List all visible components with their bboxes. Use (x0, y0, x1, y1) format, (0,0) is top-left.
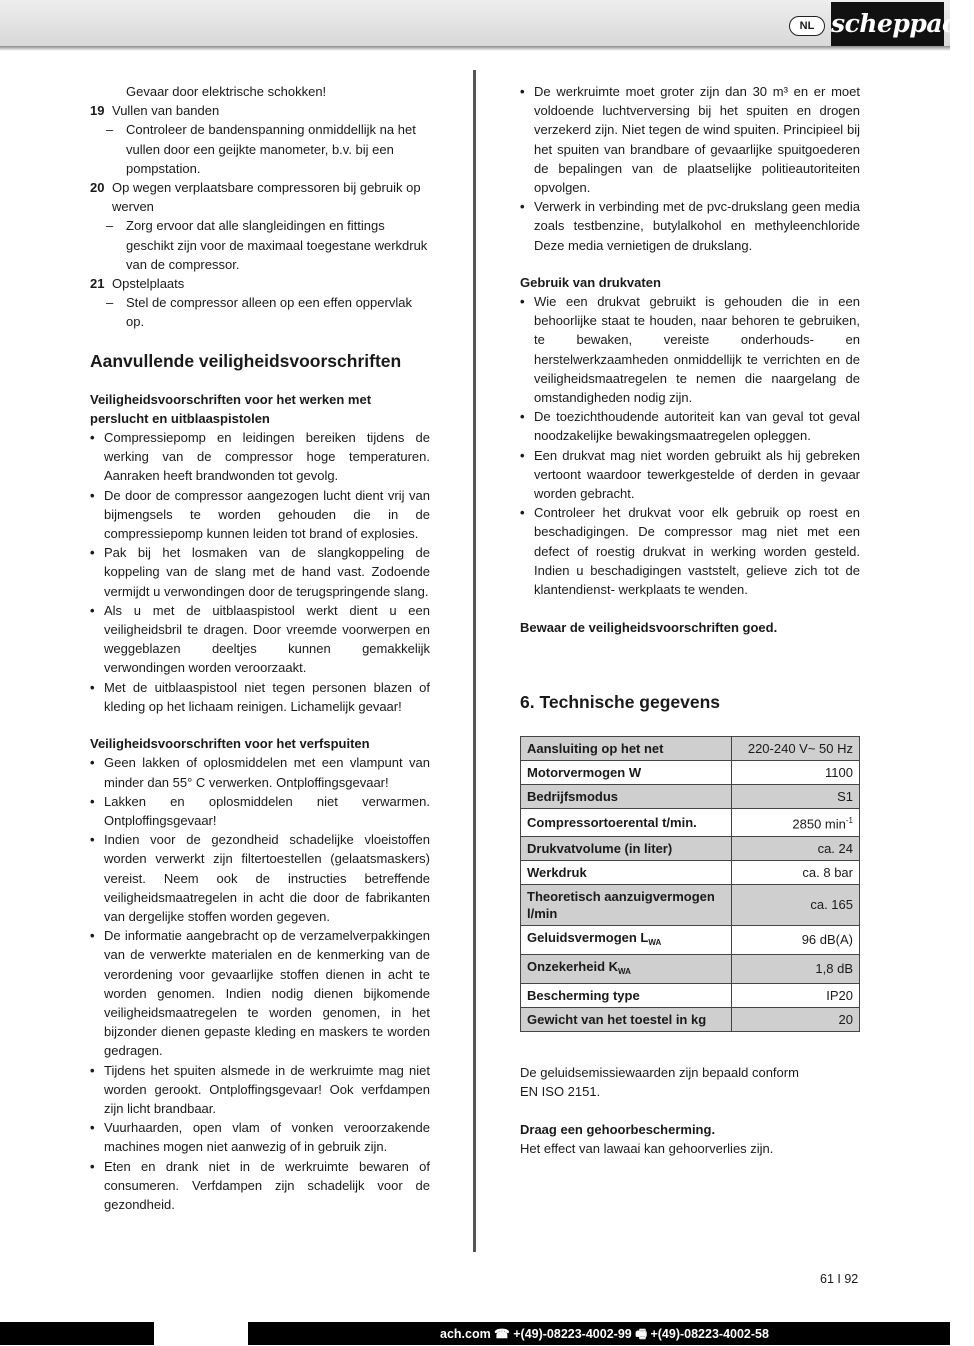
bullet-text: Controleer het drukvat voor elk gebruik op roest en beschadigingen. De compressor mag niet met een defect of roestig drukvat in werking worden gesteld. Indien u beschadigingen vaststelt, gelieve zich tot de klantendienst- werkplaats te wenden. (534, 505, 860, 598)
bullet-marker: • (90, 545, 95, 561)
bullet-text: Compressiepomp en leidingen bereiken tijdens de werking van de compressor hoge temperaturen. Aanraken heeft brandwonden tot gevolg. (104, 430, 430, 484)
bullet-item (90, 792, 430, 830)
page-header (0, 0, 974, 50)
dash-item (90, 216, 430, 274)
bullet-item (90, 926, 430, 1060)
left-column (90, 82, 430, 1214)
bullet-item (90, 1118, 430, 1156)
dash-item (90, 120, 430, 178)
bullet-item (520, 407, 860, 445)
spec-key: Werkdruk (521, 860, 732, 884)
bullet-item (90, 1157, 430, 1215)
noise-note-line-2: EN ISO 2151. (520, 1084, 601, 1100)
noise-note-line-1: De geluidsemissiewaarden zijn bepaald conform (520, 1064, 799, 1080)
bullet-marker: • (90, 487, 95, 503)
table-row (521, 860, 860, 884)
bullet-text: Tijdens het spuiten alsmede in de werkruimte mag niet worden gerookt. Ontploffingsgevaar! Ook verfdampen zijn licht brandbaar. (104, 1062, 430, 1116)
spec-key-text: Geluidsvermogen L (527, 929, 649, 945)
dash-text: Zorg ervoor dat alle slangleidingen en fittings geschikt zijn voor de maximaal toegestane werkdruk van de compressor. (126, 218, 428, 272)
spec-key: Motorvermogen W (521, 761, 732, 785)
bullet-marker: • (90, 602, 95, 618)
spec-value: 1,8 dB (732, 954, 860, 983)
spec-value: IP20 (732, 983, 860, 1007)
bullet-marker: • (90, 928, 95, 944)
bullet-item (90, 601, 430, 678)
bullet-item (90, 830, 430, 926)
bullet-marker: • (520, 199, 525, 215)
language-badge: NL (789, 16, 825, 36)
bullet-marker: • (520, 409, 525, 425)
table-row (521, 785, 860, 809)
tech-data-title: 6. Technische gegevens (520, 692, 721, 713)
bullet-item (90, 486, 430, 544)
spec-key (521, 925, 732, 954)
bullet-text: Eten en drank niet in de werkruimte bewaren of consumeren. Verfdampen zijn schadelijk voor de gezondheid. (104, 1158, 430, 1212)
column-divider (473, 70, 476, 1252)
bullet-text: Vuurhaarden, open vlam of vonken veroorzakende machines mogen niet aanwezig of in gebruik zijn. (104, 1120, 430, 1155)
numbered-item-20 (90, 178, 430, 216)
spec-key: Bedrijfsmodus (521, 785, 732, 809)
spec-key: Compressortoerental t/min. (521, 809, 732, 836)
bullet-item (520, 503, 860, 599)
table-row (521, 836, 860, 860)
bullet-text: Verwerk in verbinding met de pvc-drukslang geen media zoals testbenzine, butylalkohol en methyleenchloride Deze media vernietigen de drukslang. (534, 199, 860, 253)
table-row (521, 1007, 860, 1031)
bullet-text: Een drukvat mag niet worden gebruikt als hij gebreken vertoont waardoor tewerkgestelde of derden in gevaar worden gebracht. (534, 447, 860, 502)
subsection-title-pressure-vessels: Gebruik van drukvaten (520, 274, 661, 290)
spec-value: ca. 24 (732, 836, 860, 860)
table-row (521, 737, 860, 761)
dash-text: Controleer de bandenspanning onmiddellijk na het vullen door een geijkte manometer, b.v. bij een pompstation. (126, 122, 416, 176)
hearing-protection-text: Het effect van lawaai kan gehoorverlies zijn. (520, 1141, 774, 1157)
bullet-marker: • (90, 1062, 95, 1078)
bullet-item (90, 543, 430, 601)
bullet-item (520, 292, 860, 407)
bullet-text: Lakken en oplosmiddelen niet verwarmen. Ontploffingsgevaar! (104, 793, 430, 828)
table-row (521, 954, 860, 983)
bullet-marker: • (520, 84, 525, 99)
bullet-text: De informatie aangebracht op de verzamelverpakkingen van de verwerkte materialen en de kenmerking van de verordening voor gevaarlijke stoffen dienen in acht te worden genomen. Indien nodig dienen bijkomende veiligheidsmaatregelen te worden genomen, in het bijzonder dienen gepaste kleding en maskers te worden gedragen. (104, 928, 430, 1059)
bullet-marker: • (90, 832, 95, 848)
bullet-marker: • (520, 505, 525, 521)
spec-value: ca. 165 (732, 884, 860, 925)
section-title: Aanvullende veiligheidsvoorschriften (90, 350, 402, 371)
bullet-item (520, 197, 860, 255)
bullet-marker: • (520, 294, 525, 310)
intro-line: Gevaar door elektrische schokken! (126, 84, 327, 99)
item-number: 21 (90, 276, 105, 292)
dash-item (90, 293, 430, 331)
dash-marker: – (106, 122, 114, 138)
bullet-text: Indien voor de gezondheid schadelijke vloeistoffen worden verwerkt zijn filtertoestellen (gelaatsmaskers) vereist. Neem ook de instructies betreffende veiligheidsmaatregelen in acht die door de fabrikanten van dergelijke stoffen worden gegeven. (104, 832, 430, 924)
bullet-item (90, 678, 430, 716)
item-title: Vullen van banden (112, 103, 220, 119)
spec-value-text: 2850 min (792, 816, 846, 832)
spec-key: Aansluiting op het net (521, 737, 732, 761)
table-row (521, 983, 860, 1007)
bullet-item (90, 753, 430, 791)
spec-value: 96 dB(A) (732, 925, 860, 954)
keep-instructions-note: Bewaar de veiligheidsvoorschriften goed. (520, 620, 778, 636)
table-row (521, 761, 860, 785)
bullet-text: Met de uitblaaspistool niet tegen personen blazen of kleding op het lichaam reinigen. Lichamelijk gevaar! (104, 679, 430, 714)
spec-value: ca. 8 bar (732, 860, 860, 884)
hearing-protection-title: Draag een gehoorbescherming. (520, 1122, 716, 1138)
right-column (520, 82, 860, 1159)
spec-value: 1100 (732, 761, 860, 785)
spec-table (520, 736, 860, 1031)
dash-text: Stel de compressor alleen op een effen oppervlak op. (126, 295, 412, 330)
spec-key: Theoretisch aanzuigvermogen l/min (521, 884, 732, 925)
spec-key-sub: WA (648, 937, 662, 947)
item-number: 19 (90, 103, 105, 119)
spec-value: 220-240 V~ 50 Hz (732, 737, 860, 761)
page-footer (0, 1322, 950, 1345)
bullet-marker: • (90, 679, 95, 695)
item-title: Op wegen verplaatsbare compressoren bij gebruik op werven (112, 180, 421, 215)
spec-key: Gewicht van het toestel in kg (521, 1007, 732, 1031)
spec-key-sub: WA (618, 966, 631, 976)
table-row (521, 884, 860, 925)
spec-key (521, 954, 732, 983)
bullet-text: Pak bij het losmaken van de slangkoppeling de koppeling van de slang met de hand vast. Zodoende vermijdt u verwondingen door de terugspringende slang. (104, 545, 430, 599)
bullet-marker: • (90, 430, 95, 446)
bullet-marker: • (90, 1158, 95, 1174)
bullet-marker: • (90, 755, 95, 771)
subsection-title-painting: Veiligheidsvoorschriften voor het verfspuiten (90, 736, 370, 752)
dash-marker: – (106, 295, 114, 311)
bullet-text: Geen lakken of oplosmiddelen met een vlampunt van minder dan 55° C verwerken. Ontploffingsgevaar! (104, 755, 430, 790)
table-row (521, 809, 860, 836)
bullet-text: De werkruimte moet groter zijn dan 30 m³ en er moet voldoende luchtverversing bij het spuiten en drogen verzekerd zijn. Niet tegen de wind spuiten. Principieel bij het spuiten van brandbare of gevaarlijke spuitgoederen de bepalingen van de plaatselijke politieautoriteiten opvolgen. (534, 84, 860, 196)
dash-marker: – (106, 218, 114, 234)
bullet-marker: • (90, 1120, 95, 1136)
subsection-title-blowgun: Veiligheidsvoorschriften voor het werken met perslucht en uitblaaspistolen (90, 391, 372, 426)
bullet-marker: • (520, 447, 525, 463)
spec-key: Drukvatvolume (in liter) (521, 836, 732, 860)
numbered-item-21 (90, 274, 430, 293)
spec-key-text: Onzekerheid K (527, 958, 619, 974)
spec-value-sup: -1 (845, 816, 853, 826)
spec-key: Bescherming type (521, 983, 732, 1007)
spec-value (732, 809, 860, 836)
bullet-item (520, 82, 860, 197)
spec-value: 20 (732, 1007, 860, 1031)
header-shadow (0, 46, 950, 51)
footer-contact: ach.com ☎ +(49)-08223-4002-99 🖷 +(49)-08223-4002-58 (440, 1327, 769, 1341)
footer-white-block (154, 1322, 248, 1345)
item-title: Opstelplaats (112, 276, 185, 292)
bullet-text: Wie een drukvat gebruikt is gehouden die in een behoorlijke staat te houden, naar behoren te gebruiken, te bewaken, vereiste onderhouds- en herstelwerkzaamheden onmiddellijk te verrichten en de veiligheidsmaatregelen te nemen die naargelang de omstandigheden nodig zijn. (534, 294, 860, 406)
bullet-item (90, 428, 430, 486)
spec-value: S1 (732, 785, 860, 809)
page-number: 61 I 92 (820, 1272, 859, 1286)
bullet-item (90, 1061, 430, 1119)
bullet-text: De toezichthoudende autoriteit kan van geval tot geval noodzakelijke bewakingsmaatregelen opleggen. (534, 409, 860, 444)
bullet-marker: • (90, 793, 95, 809)
bullet-text: De door de compressor aangezogen lucht dient vrij van bijmengsels te worden gehouden die in de compressiepomp kunnen leiden tot brand of explosies. (104, 487, 430, 542)
brand-logo: scheppach (831, 2, 944, 46)
table-row (521, 925, 860, 954)
bullet-item (520, 446, 860, 504)
numbered-item-19 (90, 101, 430, 120)
item-number: 20 (90, 180, 105, 196)
bullet-text: Als u met de uitblaaspistool werkt dient u een veiligheidsbril te dragen. Door vreemde voorwerpen en weggeblazen deeltjes kunnen gemakkelijk verwondingen worden veroorzaakt. (104, 602, 430, 676)
